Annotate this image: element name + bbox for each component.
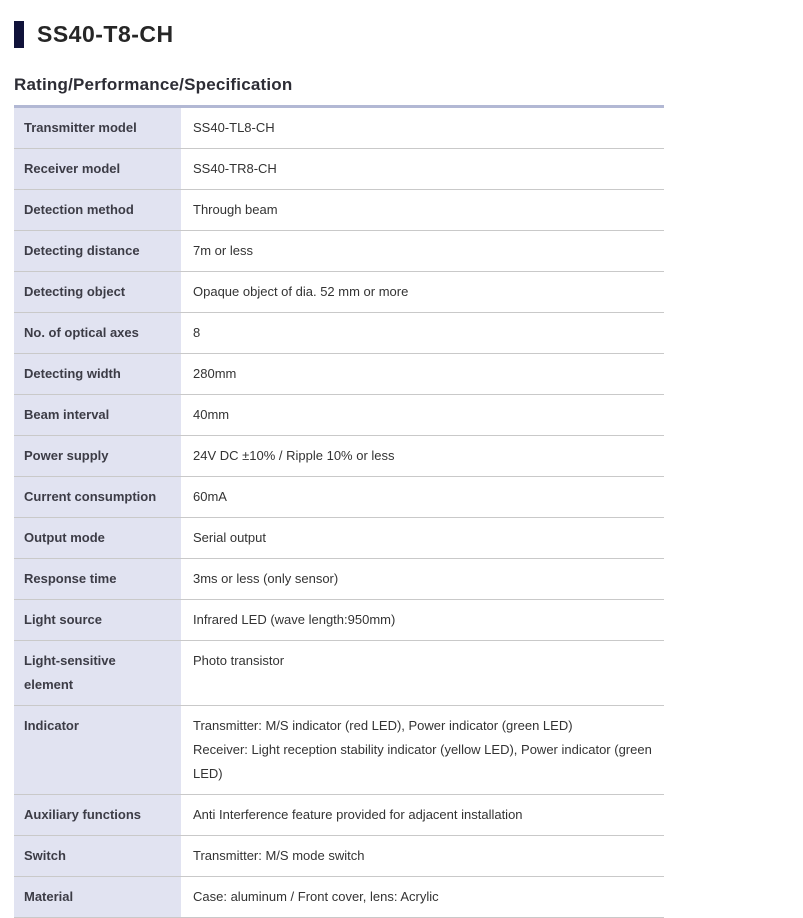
spec-value-line: Receiver: Light reception stability indicator (yellow LED), Power indicator (green LED) — [193, 741, 652, 781]
spec-label: Detecting object — [14, 271, 181, 312]
table-row — [14, 353, 664, 394]
spec-label: Detecting width — [14, 353, 181, 394]
spec-value: Infrared LED (wave length:950mm) — [193, 611, 396, 627]
spec-label: Material — [14, 876, 181, 917]
table-row — [14, 640, 664, 705]
section-heading: Rating/Performance/Specification — [14, 74, 293, 94]
spec-value: 3ms or less (only sensor) — [193, 570, 339, 586]
table-row — [14, 106, 664, 148]
spec-label: No. of optical axes — [14, 312, 181, 353]
spec-table-body — [14, 106, 664, 917]
table-row — [14, 517, 664, 558]
spec-value: Opaque object of dia. 52 mm or more — [193, 283, 409, 299]
table-row — [14, 476, 664, 517]
page-header — [14, 6, 803, 64]
spec-label: Power supply — [14, 435, 181, 476]
spec-value: SS40-TL8-CH — [193, 119, 275, 135]
spec-value: Through beam — [193, 201, 278, 217]
table-row — [14, 705, 664, 794]
spec-value-line: Transmitter: M/S indicator (red LED), Power indicator (green LED) — [193, 717, 573, 733]
spec-value: SS40-TR8-CH — [193, 160, 277, 176]
table-row — [14, 312, 664, 353]
spec-label: Receiver model — [14, 148, 181, 189]
spec-value: 60mA — [193, 488, 227, 504]
spec-label: Detecting distance — [14, 230, 181, 271]
spec-label: Detection method — [14, 189, 181, 230]
spec-label: Switch — [14, 835, 181, 876]
page-title: SS40-T8-CH — [37, 21, 174, 48]
spec-value: 280mm — [193, 365, 237, 381]
table-row — [14, 435, 664, 476]
spec-value: Serial output — [193, 529, 266, 545]
spec-value: 40mm — [193, 406, 230, 422]
table-row — [14, 230, 664, 271]
spec-label: Output mode — [14, 517, 181, 558]
spec-label: Auxiliary functions — [14, 794, 181, 835]
table-row — [14, 794, 664, 835]
spec-value: Case: aluminum / Front cover, lens: Acrylic — [193, 888, 439, 904]
spec-label: Indicator — [14, 705, 181, 794]
spec-value: 7m or less — [193, 242, 253, 258]
spec-label: Beam interval — [14, 394, 181, 435]
spec-value — [181, 705, 664, 794]
title-accent-bar — [14, 21, 24, 48]
table-row — [14, 876, 664, 917]
spec-label: Current consumption — [14, 476, 181, 517]
spec-value: 8 — [193, 324, 201, 340]
spec-table — [14, 105, 664, 918]
spec-label: Light-sensitive element — [14, 640, 181, 705]
spec-value: Photo transistor — [193, 652, 285, 668]
spec-label: Response time — [14, 558, 181, 599]
spec-value: 24V DC ±10% / Ripple 10% or less — [193, 447, 395, 463]
table-row — [14, 835, 664, 876]
table-row — [14, 148, 664, 189]
spec-value: Transmitter: M/S mode switch — [193, 847, 365, 863]
table-row — [14, 394, 664, 435]
table-row — [14, 558, 664, 599]
spec-label: Light source — [14, 599, 181, 640]
table-row — [14, 271, 664, 312]
spec-label: Transmitter model — [14, 106, 181, 148]
spec-value: Anti Interference feature provided for adjacent installation — [193, 806, 523, 822]
table-row — [14, 599, 664, 640]
table-row — [14, 189, 664, 230]
